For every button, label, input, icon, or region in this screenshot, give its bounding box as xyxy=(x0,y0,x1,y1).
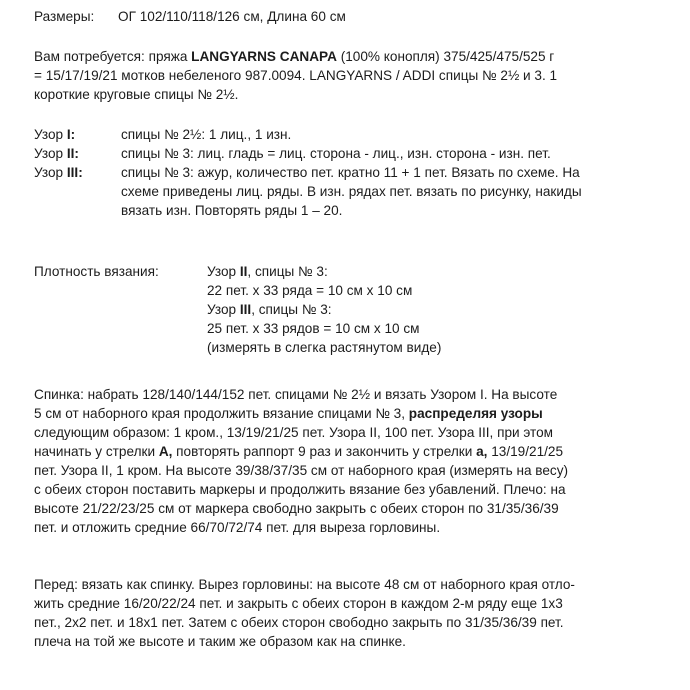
pattern-row xyxy=(34,125,682,144)
front-line: пет., 2х2 пет. и 18х1 пет. Затем с обеих сторон свободно закрыть по 31/35/36/39 пет. xyxy=(34,615,564,630)
materials-text: (100% конопля) 375/425/475/525 г xyxy=(336,49,555,64)
gauge-row xyxy=(34,300,682,319)
pattern-row xyxy=(34,144,682,163)
gauge-row xyxy=(34,338,682,357)
gauge-label: Плотность вязания: xyxy=(34,264,159,279)
gauge-row xyxy=(34,319,682,338)
back-line: 5 см от наборного края продолжить вязание спицами № 3, распределяя узоры xyxy=(34,406,543,421)
back-line: следующим образом: 1 кром., 13/19/21/25 пет. Узора II, 100 пет. Узора III, при этом xyxy=(34,425,553,440)
pattern-description: спицы № 3: ажур, количество пет. кратно 11 + 1 пет. Вязать по схеме. На xyxy=(121,165,580,180)
front-instructions xyxy=(34,575,682,651)
gauge-row xyxy=(34,281,682,300)
yarn-brand: LANGYARNS CANAPA xyxy=(191,49,337,64)
gauge-row xyxy=(34,262,682,281)
patterns-section xyxy=(34,125,682,220)
pattern-label: Узор I: xyxy=(34,127,76,142)
front-line: жить средние 16/20/22/24 пет. и закрыть с обеих сторон в каждом 2-м ряду еще 1х3 xyxy=(34,596,563,611)
back-instructions xyxy=(34,385,682,537)
back-line: высоте 21/22/23/25 см от маркера свободно закрыть с обеих сторон по 31/35/36/39 xyxy=(34,501,559,516)
gauge-section xyxy=(34,262,682,357)
front-line: плеча на той же высоте и таким же образом как на спинке. xyxy=(34,634,406,649)
gauge-value: 22 пет. х 33 ряда = 10 см х 10 см xyxy=(207,283,413,298)
materials-paragraph xyxy=(34,47,682,104)
pattern-description: спицы № 2½: 1 лиц., 1 изн. xyxy=(121,127,292,142)
pattern-label: Узор III: xyxy=(34,165,83,180)
pattern-row xyxy=(34,163,682,182)
pattern-description-cont: вязать изн. Повторять ряды 1 – 20. xyxy=(121,203,343,218)
front-line: Перед: вязать как спинку. Вырез горловины: на высоте 48 см от наборного края отло- xyxy=(34,577,575,592)
pattern-description: спицы № 3: лиц. гладь = лиц. сторона - лиц., изн. сторона - изн. пет. xyxy=(121,146,551,161)
gauge-note: (измерять в слегка растянутом виде) xyxy=(207,340,442,355)
sizes-label: Размеры: xyxy=(34,9,95,24)
materials-text: Вам потребуется: пряжа xyxy=(34,49,192,64)
gauge-pattern-ii: Узор II, спицы № 3: xyxy=(207,264,328,279)
sizes-value: ОГ 102/110/118/126 см, Длина 60 см xyxy=(118,9,346,24)
sizes-line xyxy=(34,7,682,26)
gauge-value: 25 пет. х 33 рядов = 10 см х 10 см xyxy=(207,321,420,336)
pattern-description-cont: схеме приведены лиц. ряды. В изн. рядах пет. вязать по рисунку, накиды xyxy=(121,184,582,199)
back-line: с обеих сторон поставить маркеры и продолжить вязание без убавлений. Плечо: на xyxy=(34,482,566,497)
back-line: пет. Узора II, 1 кром. На высоте 39/38/37/35 см от наборного края (измерять на весу) xyxy=(34,463,569,478)
materials-line-1 xyxy=(34,47,682,66)
back-line: начинать у стрелки А, повторять раппорт 9 раз и закончить у стрелки а, 13/19/21/25 xyxy=(34,444,564,459)
pattern-label: Узор II: xyxy=(34,146,79,161)
back-line: Спинка: набрать 128/140/144/152 пет. спицами № 2½ и вязать Узором I. На высоте xyxy=(34,387,558,402)
materials-line-3: короткие круговые спицы № 2½. xyxy=(34,87,239,102)
gauge-pattern-iii: Узор III, спицы № 3: xyxy=(207,302,332,317)
materials-line-2: = 15/17/19/21 мотков небеленого 987.0094. LANGYARNS / ADDI спицы № 2½ и 3. 1 xyxy=(34,68,558,83)
back-line: пет. и отложить средние 66/70/72/74 пет. для выреза горловины. xyxy=(34,520,441,535)
